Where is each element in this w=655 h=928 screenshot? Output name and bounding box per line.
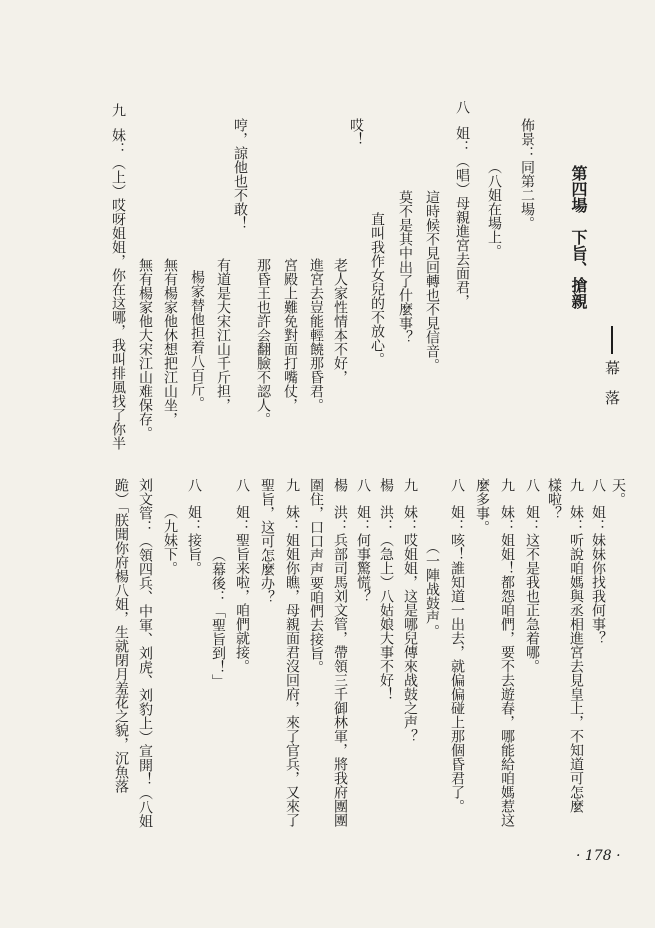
speaker-label: 楊 (332, 478, 348, 492)
stage-direction: （一陣战鼓声。 (424, 540, 440, 638)
dialogue-line: 姐：咳！誰知道一出去，就偏偏碰上那個昏君了。 (449, 505, 465, 813)
song-line: 無有楊家他大宋江山难保存。 (137, 258, 153, 440)
dialogue-continuation: 聖旨，这可怎麼办？ (259, 478, 275, 604)
dialogue-continuation: 天。 (610, 478, 626, 506)
dialogue-line: 妹：姐姐！都怨咱們，要不去遊春，哪能給咱媽惹这 (499, 505, 515, 827)
dialogue-continuation: 樣啦？ (546, 478, 562, 520)
dialogue-line: 洪：兵部司馬刘文管，帶領三千御林軍，將我府團團 (332, 505, 348, 827)
dialogue-line: 姐：妹妹你找我何事？ (590, 505, 606, 645)
dialogue-continuation: 圍住，口口声声要咱們去接旨。 (308, 478, 324, 674)
curtain-marker: 幕 落 (603, 360, 621, 405)
song-line: 這時候不見回轉也不見信音。 (424, 190, 440, 372)
scene-title: 第四場 下旨、搶親 (569, 165, 588, 309)
speaker-label: 八 (454, 100, 470, 114)
dialogue-line: 妹：（上）哎呀姐姐，你在这哪，我叫排風找了你半 (110, 128, 126, 450)
song-line: 老人家性情本不好， (332, 258, 348, 384)
speaker-label: 楊 (378, 478, 394, 492)
speaker-label: 九 (284, 478, 300, 492)
speaker-label: 八 (186, 478, 202, 492)
curtain-rule (611, 326, 613, 354)
dialogue-line: 姐：聖旨来啦，咱們就接。 (234, 505, 250, 673)
dialogue-continuation: 跪）「朕聞你府楊八姐，生就閉月羞花之貌，沉魚落 (113, 478, 129, 793)
stage-direction: （九妹下。 (162, 505, 178, 575)
dialogue-line: 妹：姐姐你瞧，母親面君沒回府，來了官兵，又來了 (284, 505, 300, 827)
speaker-label: 九 (568, 478, 584, 492)
song-line: 那昏王也許会翻臉不認人。 (255, 258, 271, 426)
song-line: 宮殿上難免對面打嘴仗， (282, 258, 298, 412)
speaker-label: 八 (234, 478, 250, 492)
dialogue-line: 妹：听說咱媽與丞相進宮去見皇上，不知道可怎麼 (568, 505, 584, 813)
song-line: 楊家替他担着八百斤。 (189, 270, 205, 410)
song-line: 有道是大宋江山千斤担， (215, 258, 231, 412)
speaker-label: 八 (355, 478, 371, 492)
dialogue-line: 刘文管：（領四兵、中軍、刘虎、刘豹上）宣開！（八姐 (137, 478, 153, 828)
dialogue-line: 姐：何事驚慌？ (355, 505, 371, 603)
dialogue-line: 姐：（唱）母親進宮去面君， (454, 126, 470, 308)
song-line: 莫不是其中出了什麼事？ (397, 190, 413, 344)
spoken-line: 哎！ (348, 118, 364, 146)
speaker-label: 九 (110, 103, 126, 117)
dialogue-line: 妹：哎姐姐，这是哪兒傳來战鼓之声？ (402, 505, 418, 743)
song-line: 直叫我作女兒的不放心。 (369, 212, 385, 366)
speaker-label: 八 (590, 478, 606, 492)
speaker-label: 八 (449, 478, 465, 492)
speaker-label: 八 (524, 478, 540, 492)
song-line: 進宮去豈能輕饒那昏君。 (308, 258, 324, 412)
spoken-line: 哼，諒他也不敢！ (232, 118, 248, 230)
dialogue-line: 姐：接旨。 (186, 505, 202, 575)
speaker-label: 九 (499, 478, 515, 492)
dialogue-line: 姐：这不是我也正急着哪。 (524, 505, 540, 673)
song-line: 無有楊家他休想把江山坐， (162, 258, 178, 426)
dialogue-line: 洪：（急上）八姑娘大事不好！ (378, 505, 394, 701)
stage-setting: 佈景：同第二場。 (519, 118, 535, 230)
dialogue-continuation: 麼多事。 (474, 478, 490, 534)
page-number: · 178 · (576, 848, 621, 864)
speaker-label: 九 (402, 478, 418, 492)
stage-direction: （幕後：「聖旨到！」 (210, 548, 226, 688)
stage-direction: （八姐在場上。 (486, 160, 502, 258)
